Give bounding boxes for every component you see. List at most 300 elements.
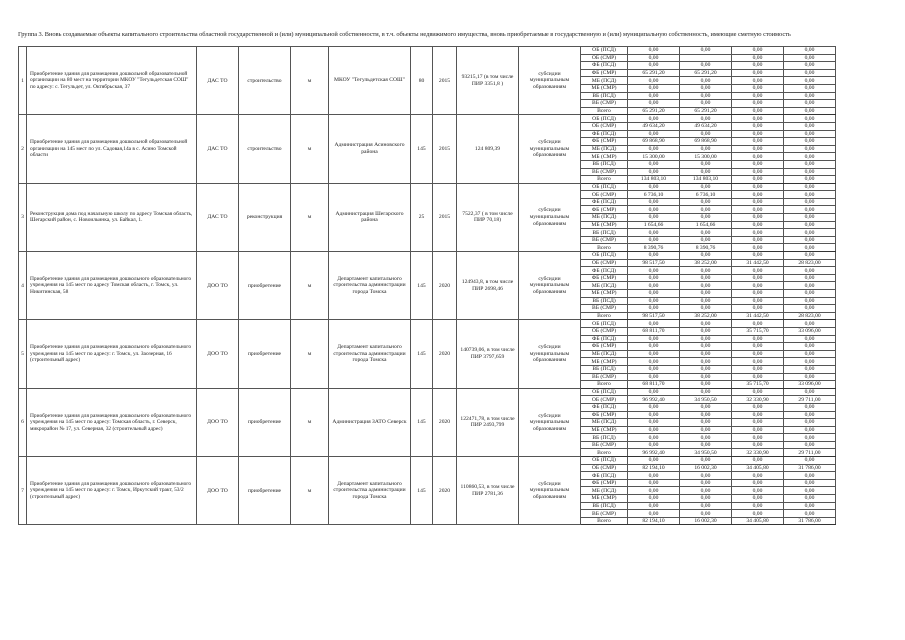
- funding-form: субсидии муниципальным образованиям: [519, 47, 581, 115]
- amount-year-1: 6 736,10: [680, 191, 732, 199]
- amount-year-2: 0,00: [732, 115, 784, 123]
- amount-year-3: 0,00: [784, 92, 836, 100]
- amount-year-2: 0,00: [732, 153, 784, 161]
- amount-year-3: 28 823,00: [784, 259, 836, 267]
- estimated-cost: 140739,06, в том числе ПИР 3797,659: [457, 320, 519, 388]
- amount-year-2: 32 330,90: [732, 396, 784, 404]
- fund-source: ОБ (ПСД): [581, 115, 628, 123]
- amount-year-2: 0,00: [732, 267, 784, 275]
- amount-year-3: 0,00: [784, 411, 836, 419]
- fund-source: МБ (СМР): [581, 426, 628, 434]
- ownership-type: м: [291, 457, 329, 525]
- table-row: [19, 183, 836, 191]
- amount-year-3: 29 711,00: [784, 449, 836, 457]
- total-amount: 0,00: [628, 130, 680, 138]
- total-amount: 0,00: [628, 320, 680, 328]
- estimated-cost: 110860,53, в том числе ПИР 2781,36: [457, 457, 519, 525]
- total-amount: 68 811,70: [628, 381, 680, 389]
- amount-year-3: 0,00: [784, 343, 836, 351]
- amount-year-2: 0,00: [732, 388, 784, 396]
- table-container: [18, 46, 836, 525]
- amount-year-2: 0,00: [732, 122, 784, 130]
- fund-source: ВБ (СМР): [581, 100, 628, 108]
- amount-year-1: 0,00: [680, 297, 732, 305]
- fund-source: Всего: [581, 244, 628, 252]
- amount-year-2: 0,00: [732, 411, 784, 419]
- row-number: 6: [19, 388, 27, 456]
- customer-code: ДАС ТО: [197, 115, 239, 183]
- work-type: строительство: [239, 47, 291, 115]
- ownership-type: м: [291, 183, 329, 251]
- total-amount: 0,00: [628, 343, 680, 351]
- amount-year-2: 0,00: [732, 138, 784, 146]
- fund-source: ВБ (СМР): [581, 510, 628, 518]
- amount-year-1: 49 634,20: [680, 122, 732, 130]
- total-amount: 69 868,90: [628, 138, 680, 146]
- fund-source: ВБ (ПСД): [581, 297, 628, 305]
- amount-year-2: 31 442,50: [732, 312, 784, 320]
- fund-source: ФБ (СМР): [581, 274, 628, 282]
- amount-year-2: 0,00: [732, 145, 784, 153]
- funding-form: субсидии муниципальным образованиям: [519, 320, 581, 388]
- amount-year-3: 0,00: [784, 206, 836, 214]
- table-body: [19, 47, 836, 525]
- customer-code: ДОО ТО: [197, 388, 239, 456]
- total-amount: 15 300,00: [628, 153, 680, 161]
- amount-year-2: 0,00: [732, 479, 784, 487]
- customer-code: ДОО ТО: [197, 252, 239, 320]
- total-amount: 65 291,20: [628, 69, 680, 77]
- fund-source: ВБ (ПСД): [581, 502, 628, 510]
- amount-year-3: 0,00: [784, 176, 836, 184]
- amount-year-3: 0,00: [784, 267, 836, 275]
- amount-year-2: 0,00: [732, 335, 784, 343]
- amount-year-1: 0,00: [680, 472, 732, 480]
- amount-year-1: 0,00: [680, 495, 732, 503]
- amount-year-1: 0,00: [680, 206, 732, 214]
- amount-year-3: 0,00: [784, 297, 836, 305]
- work-type: приобретение: [239, 388, 291, 456]
- amount-year-3: 0,00: [784, 502, 836, 510]
- fund-source: ОБ (СМР): [581, 191, 628, 199]
- total-amount: 0,00: [628, 411, 680, 419]
- amount-year-1: 34 950,50: [680, 396, 732, 404]
- amount-year-1: 65 291,20: [680, 107, 732, 115]
- group-header: Группа 3. Вновь создаваемые объекты капитального строительства областной государственной и (или) муниципальной собственности, в т.ч. объекты недвижимого имущества, вновь приобретаемые в государственную и (или) муниципальную собственность, имеющие сметную стоимость: [18, 31, 791, 38]
- amount-year-3: 33 096,00: [784, 381, 836, 389]
- estimated-cost: 93215,17 (в том числе ПИР 3351,8 ): [457, 47, 519, 115]
- amount-year-3: 0,00: [784, 487, 836, 495]
- work-type: приобретение: [239, 320, 291, 388]
- amount-year-1: 0,00: [680, 358, 732, 366]
- total-amount: 0,00: [628, 373, 680, 381]
- amount-year-2: 34 405,80: [732, 517, 784, 525]
- total-amount: 0,00: [628, 426, 680, 434]
- total-amount: 0,00: [628, 350, 680, 358]
- fund-source: ОБ (ПСД): [581, 47, 628, 55]
- amount-year-3: 0,00: [784, 191, 836, 199]
- work-type: реконструкция: [239, 183, 291, 251]
- fund-source: ВБ (СМР): [581, 373, 628, 381]
- total-amount: 8 390,76: [628, 244, 680, 252]
- fund-source: Всего: [581, 107, 628, 115]
- row-number: 5: [19, 320, 27, 388]
- completion-year: 2015: [433, 115, 457, 183]
- amount-year-3: 0,00: [784, 130, 836, 138]
- amount-year-1: 0,00: [680, 160, 732, 168]
- fund-source: ФБ (СМР): [581, 411, 628, 419]
- total-amount: 0,00: [628, 274, 680, 282]
- total-amount: 0,00: [628, 335, 680, 343]
- total-amount: 0,00: [628, 305, 680, 313]
- fund-source: ОБ (ПСД): [581, 252, 628, 260]
- amount-year-3: 0,00: [784, 236, 836, 244]
- capacity: 145: [411, 457, 433, 525]
- amount-year-3: 0,00: [784, 69, 836, 77]
- amount-year-3: 0,00: [784, 183, 836, 191]
- capacity: 80: [411, 47, 433, 115]
- amount-year-1: 0,00: [680, 479, 732, 487]
- amount-year-1: 0,00: [680, 403, 732, 411]
- table-row: [19, 320, 836, 328]
- amount-year-3: 0,00: [784, 365, 836, 373]
- row-number: 3: [19, 183, 27, 251]
- fund-source: ОБ (ПСД): [581, 457, 628, 465]
- completion-year: 2020: [433, 388, 457, 456]
- amount-year-1: 0,00: [680, 510, 732, 518]
- amount-year-1: 0,00: [680, 411, 732, 419]
- amount-year-3: 0,00: [784, 122, 836, 130]
- amount-year-2: 0,00: [732, 92, 784, 100]
- amount-year-3: 0,00: [784, 320, 836, 328]
- amount-year-2: 0,00: [732, 403, 784, 411]
- fund-source: МБ (ПСД): [581, 419, 628, 427]
- customer-code: ДОО ТО: [197, 320, 239, 388]
- amount-year-3: 0,00: [784, 510, 836, 518]
- fund-source: ФБ (ПСД): [581, 335, 628, 343]
- estimated-cost: 7522,37 ( в том числе ПИР 70,18): [457, 183, 519, 251]
- amount-year-2: 0,00: [732, 426, 784, 434]
- amount-year-1: 0,00: [680, 305, 732, 313]
- table-row: [19, 457, 836, 465]
- amount-year-1: [680, 54, 732, 62]
- amount-year-1: 38 252,00: [680, 259, 732, 267]
- amount-year-1: 0,00: [680, 365, 732, 373]
- amount-year-2: 0,00: [732, 365, 784, 373]
- amount-year-2: 0,00: [732, 441, 784, 449]
- amount-year-3: 0,00: [784, 229, 836, 237]
- ownership-type: м: [291, 320, 329, 388]
- amount-year-3: 0,00: [784, 350, 836, 358]
- amount-year-3: 0,00: [784, 62, 836, 70]
- amount-year-1: 0,00: [680, 381, 732, 389]
- total-amount: 49 634,20: [628, 122, 680, 130]
- amount-year-3: 0,00: [784, 388, 836, 396]
- amount-year-2: 0,00: [732, 419, 784, 427]
- total-amount: 0,00: [628, 115, 680, 123]
- amount-year-3: 0,00: [784, 54, 836, 62]
- total-amount: 82 194,10: [628, 464, 680, 472]
- total-amount: 0,00: [628, 198, 680, 206]
- fund-source: ВБ (ПСД): [581, 365, 628, 373]
- object-name: Приобретение здания для размещения дошкольного образовательного учреждения на 145 мест по адресу: Томская область, г. Северск, микрорайон № 17, ул. Северная, 32 (строительный адрес): [27, 388, 197, 456]
- work-type: приобретение: [239, 457, 291, 525]
- amount-year-2: 0,00: [732, 343, 784, 351]
- amount-year-2: 0,00: [732, 252, 784, 260]
- amount-year-1: 0,00: [680, 426, 732, 434]
- funding-form: субсидии муниципальным образованиям: [519, 183, 581, 251]
- recipient-name: Администрация ЗАТО Северск: [329, 388, 411, 456]
- total-amount: 0,00: [628, 168, 680, 176]
- total-amount: 0,00: [628, 145, 680, 153]
- amount-year-3: 0,00: [784, 434, 836, 442]
- funding-form: субсидии муниципальным образованиям: [519, 457, 581, 525]
- fund-source: МБ (СМР): [581, 153, 628, 161]
- capacity: 145: [411, 320, 433, 388]
- amount-year-1: 0,00: [680, 274, 732, 282]
- amount-year-2: 0,00: [732, 236, 784, 244]
- amount-year-1: 0,00: [680, 327, 732, 335]
- amount-year-1: 0,00: [680, 236, 732, 244]
- amount-year-3: 0,00: [784, 282, 836, 290]
- amount-year-1: 0,00: [680, 183, 732, 191]
- amount-year-2: 0,00: [732, 297, 784, 305]
- object-name: Реконструкция дома под начальную школу по адресу Томская область, Шегарский район, с. Новоильинка, ул. Байкал, 1.: [27, 183, 197, 251]
- amount-year-1: 0,00: [680, 434, 732, 442]
- total-amount: 82 194,10: [628, 517, 680, 525]
- total-amount: 0,00: [628, 290, 680, 298]
- fund-source: МБ (ПСД): [581, 282, 628, 290]
- fund-source: МБ (СМР): [581, 290, 628, 298]
- amount-year-2: 0,00: [732, 206, 784, 214]
- fund-source: ФБ (ПСД): [581, 472, 628, 480]
- amount-year-3: 0,00: [784, 274, 836, 282]
- total-amount: 134 803,10: [628, 176, 680, 184]
- object-name: Приобретение здания для размещения дошкольного образовательного учреждения на 145 мест по адресу: г. Томск, Иркутский тракт, 53/2 (строительный адрес): [27, 457, 197, 525]
- amount-year-3: 29 711,00: [784, 396, 836, 404]
- fund-source: ВБ (ПСД): [581, 434, 628, 442]
- amount-year-2: 0,00: [732, 100, 784, 108]
- amount-year-3: 0,00: [784, 252, 836, 260]
- funding-form: субсидии муниципальным образованиям: [519, 252, 581, 320]
- completion-year: 2015: [433, 183, 457, 251]
- ownership-type: м: [291, 115, 329, 183]
- total-amount: 98 517,50: [628, 259, 680, 267]
- amount-year-2: 0,00: [732, 358, 784, 366]
- customer-code: ДОО ТО: [197, 457, 239, 525]
- completion-year: 2020: [433, 457, 457, 525]
- amount-year-3: 0,00: [784, 495, 836, 503]
- amount-year-2: 0,00: [732, 69, 784, 77]
- fund-source: ФБ (ПСД): [581, 198, 628, 206]
- total-amount: 0,00: [628, 206, 680, 214]
- table-row: [19, 252, 836, 260]
- amount-year-3: 0,00: [784, 84, 836, 92]
- fund-source: Всего: [581, 176, 628, 184]
- amount-year-1: 34 950,50: [680, 449, 732, 457]
- amount-year-3: 33 096,00: [784, 327, 836, 335]
- amount-year-2: 0,00: [732, 160, 784, 168]
- amount-year-3: 0,00: [784, 479, 836, 487]
- amount-year-3: 0,00: [784, 198, 836, 206]
- total-amount: 0,00: [628, 434, 680, 442]
- amount-year-2: 0,00: [732, 472, 784, 480]
- amount-year-3: 31 786,00: [784, 464, 836, 472]
- total-amount: 0,00: [628, 358, 680, 366]
- total-amount: 0,00: [628, 84, 680, 92]
- object-name: Приобретение здания для размещения дошкольного образовательного учреждения на 145 мест по адресу Томская область, г. Томск, ул. Никитинская, 58: [27, 252, 197, 320]
- total-amount: 0,00: [628, 502, 680, 510]
- fund-source: МБ (СМР): [581, 84, 628, 92]
- amount-year-1: 0,00: [680, 115, 732, 123]
- estimated-cost: 124 809,39: [457, 115, 519, 183]
- amount-year-3: 0,00: [784, 335, 836, 343]
- fund-source: ФБ (ПСД): [581, 130, 628, 138]
- fund-source: ОБ (СМР): [581, 259, 628, 267]
- fund-source: МБ (СМР): [581, 495, 628, 503]
- amount-year-1: 0,00: [680, 335, 732, 343]
- recipient-name: Департамент капитального строительства администрации города Томска: [329, 252, 411, 320]
- amount-year-1: 0,00: [680, 252, 732, 260]
- amount-year-1: 0,00: [680, 343, 732, 351]
- amount-year-1: 0,00: [680, 320, 732, 328]
- total-amount: 0,00: [628, 472, 680, 480]
- amount-year-1: 1 654,66: [680, 221, 732, 229]
- table-row: [19, 47, 836, 55]
- total-amount: 0,00: [628, 54, 680, 62]
- amount-year-3: 0,00: [784, 441, 836, 449]
- fund-source: Всего: [581, 449, 628, 457]
- amount-year-2: 0,00: [732, 54, 784, 62]
- amount-year-2: 0,00: [732, 214, 784, 222]
- amount-year-1: 0,00: [680, 198, 732, 206]
- fund-source: ВБ (СМР): [581, 441, 628, 449]
- amount-year-1: 0,00: [680, 168, 732, 176]
- amount-year-3: 0,00: [784, 457, 836, 465]
- fund-source: ФБ (СМР): [581, 69, 628, 77]
- fund-source: ФБ (СМР): [581, 479, 628, 487]
- amount-year-2: 0,00: [732, 373, 784, 381]
- amount-year-1: 0,00: [680, 290, 732, 298]
- customer-code: ДАС ТО: [197, 47, 239, 115]
- amount-year-1: 0,00: [680, 214, 732, 222]
- fund-source: МБ (ПСД): [581, 214, 628, 222]
- amount-year-1: 8 390,76: [680, 244, 732, 252]
- amount-year-1: 0,00: [680, 130, 732, 138]
- total-amount: 0,00: [628, 183, 680, 191]
- fund-source: ОБ (СМР): [581, 327, 628, 335]
- funding-form: субсидии муниципальным образованиям: [519, 115, 581, 183]
- fund-source: ОБ (СМР): [581, 464, 628, 472]
- amount-year-1: 0,00: [680, 84, 732, 92]
- amount-year-1: 0,00: [680, 441, 732, 449]
- amount-year-3: 0,00: [784, 403, 836, 411]
- amount-year-2: 0,00: [732, 107, 784, 115]
- amount-year-2: 0,00: [732, 457, 784, 465]
- amount-year-3: 0,00: [784, 472, 836, 480]
- amount-year-2: 0,00: [732, 305, 784, 313]
- amount-year-1: 0,00: [680, 457, 732, 465]
- amount-year-2: 0,00: [732, 487, 784, 495]
- fund-source: ФБ (ПСД): [581, 267, 628, 275]
- ownership-type: м: [291, 47, 329, 115]
- total-amount: 1 654,66: [628, 221, 680, 229]
- amount-year-2: 0,00: [732, 62, 784, 70]
- amount-year-2: 0,00: [732, 183, 784, 191]
- fund-source: МБ (ПСД): [581, 487, 628, 495]
- fund-source: Всего: [581, 517, 628, 525]
- amount-year-1: 0,00: [680, 373, 732, 381]
- amount-year-3: 0,00: [784, 47, 836, 55]
- amount-year-1: 16 002,30: [680, 464, 732, 472]
- fund-source: ФБ (ПСД): [581, 62, 628, 70]
- fund-source: ОБ (СМР): [581, 54, 628, 62]
- fund-source: ВБ (ПСД): [581, 229, 628, 237]
- capacity: 145: [411, 388, 433, 456]
- amount-year-2: 0,00: [732, 77, 784, 85]
- amount-year-2: 0,00: [732, 176, 784, 184]
- work-type: приобретение: [239, 252, 291, 320]
- fund-source: ОБ (ПСД): [581, 183, 628, 191]
- amount-year-2: 0,00: [732, 434, 784, 442]
- total-amount: 65 291,20: [628, 107, 680, 115]
- amount-year-1: 0,00: [680, 92, 732, 100]
- amount-year-2: 0,00: [732, 510, 784, 518]
- object-name: Приобретение здания для размещения дошкольной образовательной организации на 80 мест на территории МКОУ "Тегульдетская СОШ" по адресу: с. Тегульдет, ул. Октябрьская, 37: [27, 47, 197, 115]
- amount-year-1: 0,00: [680, 77, 732, 85]
- amount-year-1: 134 803,10: [680, 176, 732, 184]
- fund-source: МБ (СМР): [581, 358, 628, 366]
- amount-year-2: 0,00: [732, 221, 784, 229]
- fund-source: ВБ (СМР): [581, 305, 628, 313]
- fund-source: ВБ (ПСД): [581, 92, 628, 100]
- table-row: [19, 115, 836, 123]
- fund-source: ОБ (ПСД): [581, 388, 628, 396]
- amount-year-3: 0,00: [784, 160, 836, 168]
- amount-year-3: 0,00: [784, 214, 836, 222]
- amount-year-2: 0,00: [732, 229, 784, 237]
- total-amount: 68 811,70: [628, 327, 680, 335]
- recipient-name: Департамент капитального строительства администрации города Томска: [329, 457, 411, 525]
- amount-year-2: 0,00: [732, 274, 784, 282]
- total-amount: 0,00: [628, 229, 680, 237]
- amount-year-2: 0,00: [732, 168, 784, 176]
- fund-source: ФБ (СМР): [581, 206, 628, 214]
- capacity: 145: [411, 115, 433, 183]
- amount-year-3: 0,00: [784, 145, 836, 153]
- fund-source: Всего: [581, 312, 628, 320]
- ownership-type: м: [291, 252, 329, 320]
- fund-source: ВБ (СМР): [581, 168, 628, 176]
- amount-year-2: 0,00: [732, 191, 784, 199]
- amount-year-1: 15 300,00: [680, 153, 732, 161]
- total-amount: 0,00: [628, 457, 680, 465]
- amount-year-2: 31 442,50: [732, 259, 784, 267]
- row-number: 7: [19, 457, 27, 525]
- total-amount: 6 736,10: [628, 191, 680, 199]
- fund-source: ВБ (ПСД): [581, 160, 628, 168]
- total-amount: 0,00: [628, 365, 680, 373]
- amount-year-3: 28 823,00: [784, 312, 836, 320]
- amount-year-2: 34 405,80: [732, 464, 784, 472]
- amount-year-1: 16 002,30: [680, 517, 732, 525]
- amount-year-2: 0,00: [732, 282, 784, 290]
- amount-year-1: 0,00: [680, 100, 732, 108]
- amount-year-2: 35 715,70: [732, 381, 784, 389]
- total-amount: 0,00: [628, 214, 680, 222]
- capacity: 145: [411, 252, 433, 320]
- ownership-type: м: [291, 388, 329, 456]
